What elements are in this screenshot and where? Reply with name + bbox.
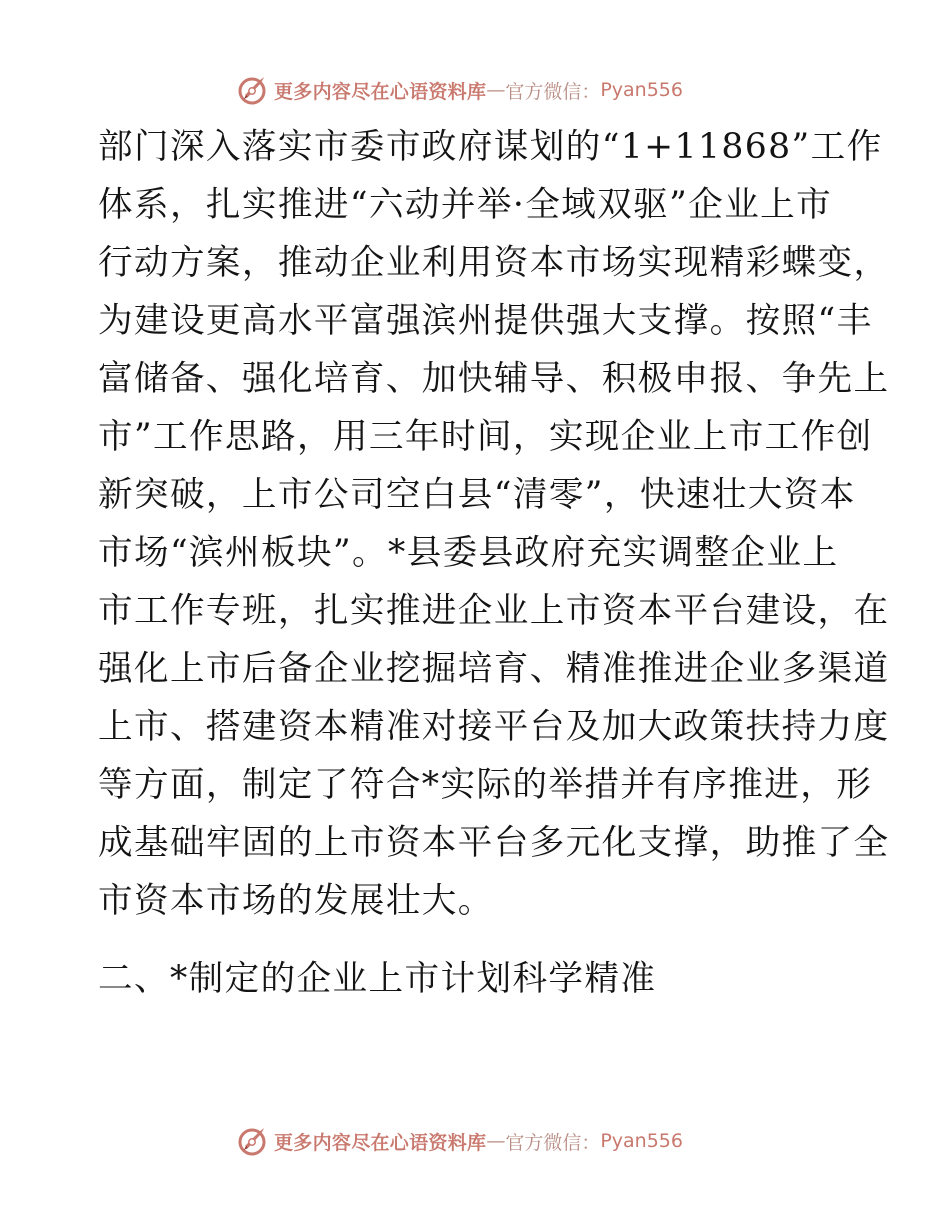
body-line: 新突破，上市公司空白县“清零”，快速壮大资本 [98, 475, 856, 515]
watermark-wechat-label: 官方微信： [505, 1131, 601, 1154]
body-line: 上市、搭建资本精准对接平台及加大政策扶持力度 [98, 707, 890, 747]
watermark-wechat-id: Pyan556 [600, 79, 683, 101]
body-line: 市场“滨州板块”。*县委县政府充实调整企业上 [98, 533, 839, 573]
body-line: 体系，扎实推进“六动并举·全域双驱”企业上市 [98, 185, 833, 225]
watermark-footer [236, 1123, 683, 1159]
body-line: 行动方案，推动企业利用资本市场实现精彩蝶变， [98, 243, 890, 283]
body-line: 为建设更高水平富强滨州提供强大支撑。按照“丰 [98, 301, 873, 341]
watermark-separator: — [486, 1130, 506, 1152]
body-line: 市资本市场的发展壮大。 [98, 881, 494, 921]
body-line: 强化上市后备企业挖掘培育、精准推进企业多渠道 [98, 649, 890, 689]
watermark-wechat-label: 官方微信： [505, 80, 601, 103]
watermark-header [236, 72, 683, 108]
watermark-brand: 更多内容尽在心语资料库 [274, 1131, 487, 1154]
body-line: 市工作专班，扎实推进企业上市资本平台建设，在 [98, 591, 890, 631]
watermark-wechat-id: Pyan556 [600, 1130, 683, 1152]
body-line: 成基础牢固的上市资本平台多元化支撑，助推了全 [98, 823, 890, 863]
pen-logo-icon [236, 73, 270, 107]
body-line: 等方面，制定了符合*实际的举措并有序推进，形 [98, 765, 873, 805]
body-line: 部门深入落实市委市政府谋划的“1+11868”工作 [98, 127, 883, 167]
body-line: 富储备、强化培育、加快辅导、积极申报、争先上 [98, 359, 890, 399]
pen-logo-icon [236, 1124, 270, 1158]
body-line: 市”工作思路，用三年时间，实现企业上市工作创 [98, 417, 873, 457]
section-heading: 二、*制定的企业上市计划科学精准 [98, 959, 657, 999]
watermark-separator: — [486, 79, 506, 101]
watermark-brand: 更多内容尽在心语资料库 [274, 80, 487, 103]
